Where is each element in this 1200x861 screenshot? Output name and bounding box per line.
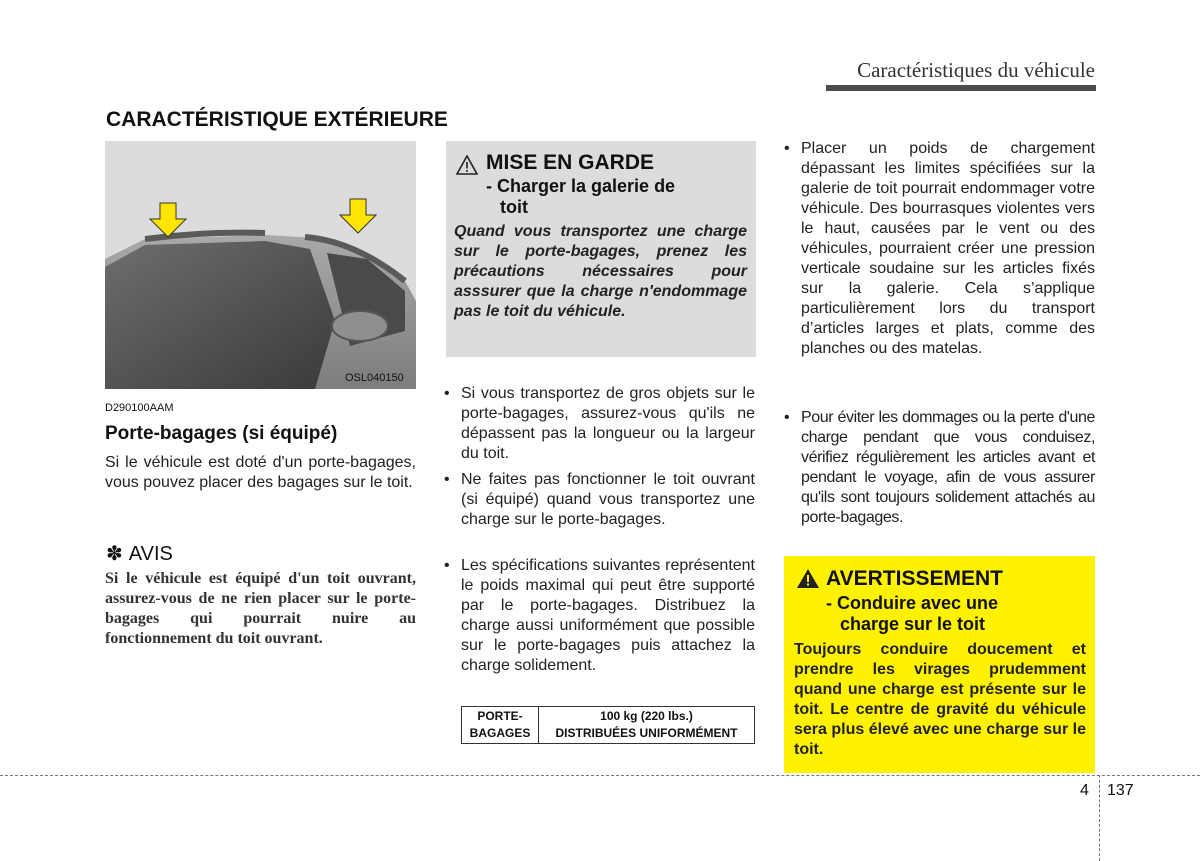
subheading: Porte-bagages (si équipé): [105, 423, 338, 444]
asterisk-icon: ✽: [106, 543, 123, 565]
spec-table: [461, 706, 755, 744]
avis-heading: [106, 541, 173, 566]
page-number-divider: [1099, 775, 1100, 861]
page-number: 137: [1107, 782, 1134, 799]
caution-subtitle-line1: - Charger la galerie de: [486, 176, 676, 196]
value-line: 100 kg (220 lbs.): [600, 709, 693, 723]
header-rule: [826, 85, 1096, 91]
warning-box: [784, 556, 1095, 773]
table-row: [462, 707, 755, 744]
caution-box: [446, 141, 756, 357]
list-item: [444, 470, 755, 530]
avis-body: Si le véhicule est équipé d'un toit ouvrant, assurez-vous de ne rien placer sur le porte-bagages qui pourrait nuire au fonctionnement du toit ouvrant.: [105, 570, 416, 647]
caution-subtitle: [486, 176, 746, 218]
caution-triangle-icon: [456, 155, 478, 175]
list-item: [784, 139, 1095, 359]
list-item: [444, 384, 755, 464]
warning-body: Toujours conduire doucement et prendre les virages prudemment quand une charge est présente sur le toit. Le centre de gravité du véhicule sera plus élevé avec une charge sur le toit.: [794, 641, 1086, 758]
list-item-text: Placer un poids de chargement dépassant les limites spécifiées sur la galerie de toit pourrait endommager votre véhicule. Des bourrasques violentes vers le haut, causées par le vent ou des véhicules, pourraient créer une pression verticale soudaine sur les articles fixés sur la galerie. Cela s’applique particulièrement lors du transport d’articles larges et plats, comme des planches ou des matelas.: [801, 140, 1095, 357]
warning-subtitle-line1: - Conduire avec une: [826, 593, 999, 613]
caution-title: MISE EN GARDE: [486, 151, 655, 174]
warning-triangle-icon: [796, 568, 820, 589]
bullet-icon: •: [444, 385, 450, 402]
list-item: [444, 556, 755, 676]
photo-code: OSL040150: [345, 372, 404, 384]
chapter-number: 4: [1080, 782, 1089, 799]
bullet-icon: •: [444, 557, 450, 574]
list-item-text: Ne faites pas fonctionner le toit ouvrant (si équipé) quand vous transportez une charge sur le porte-bagages.: [461, 471, 755, 528]
bullet-icon: •: [784, 409, 790, 426]
list-item-text: Pour éviter les dommages ou la perte d'une charge pendant que vous conduisez, vérifiez régulièrement les articles avant et pendant le voyage, afin de vous assurer qu'ils sont toujours solidement attachés au porte-bagages.: [801, 409, 1095, 526]
caution-subtitle-line2: toit: [500, 197, 528, 217]
warning-title: AVERTISSEMENT: [826, 567, 1003, 590]
label-line: BAGAGES: [469, 726, 531, 740]
value-line: DISTRIBUÉES UNIFORMÉMENT: [555, 726, 738, 740]
intro-paragraph: Si le véhicule est doté d'un porte-bagages, vous pouvez placer des bagages sur le toit.: [105, 454, 416, 491]
list-item-text: Si vous transportez de gros objets sur le porte-bagages, assurez-vous qu'ils ne dépassent pas la longueur ou la largeur du toit.: [461, 385, 755, 462]
running-header: Caractéristiques du véhicule: [857, 58, 1095, 82]
warning-subtitle: [826, 593, 1086, 635]
roof-rack-photo: [105, 141, 416, 389]
bullet-icon: •: [444, 471, 450, 488]
table-cell-label: [462, 707, 539, 744]
footer-divider: [0, 775, 1200, 776]
document-code: D290100AAM: [105, 402, 174, 414]
avis-title: AVIS: [128, 543, 173, 565]
table-cell-value: [539, 707, 755, 744]
section-title: CARACTÉRISTIQUE EXTÉRIEURE: [106, 108, 448, 131]
warning-subtitle-line2: charge sur le toit: [840, 614, 986, 634]
bullet-icon: •: [784, 140, 790, 157]
list-item-text: Les spécifications suivantes représentent le poids maximal qui peut être supporté par le porte-bagages. Distribuez la charge aussi uniformément que possible sur le porte-bagages puis attachez la charge solidement.: [461, 557, 755, 674]
caution-body: Quand vous transportez une charge sur le porte-bagages, prenez les précautions nécessaires pour asssurer que la charge n'endommage pas le toit du véhicule.: [454, 223, 747, 320]
label-line: PORTE-: [477, 709, 523, 723]
list-item: [784, 408, 1095, 528]
